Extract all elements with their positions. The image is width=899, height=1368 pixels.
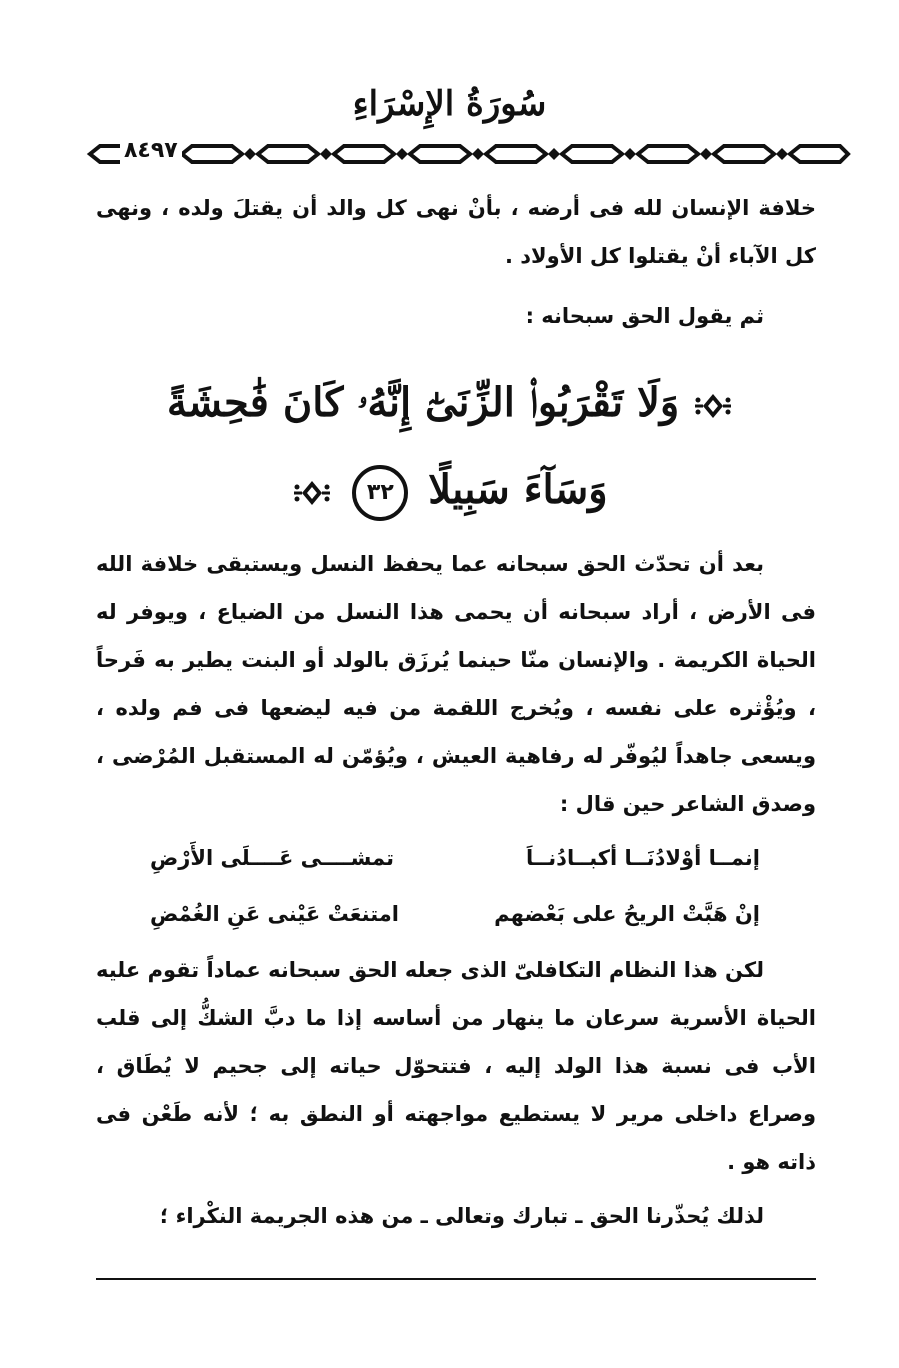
poem-row-2-second-hemistich: امتنعَتْ عَيْنى عَنِ الغُمْضِ: [150, 902, 400, 926]
poem-row-2: [150, 886, 760, 942]
verse-end-ornament-icon: [292, 478, 332, 508]
surah-title: سُورَةُ الإِسْرَاءِ: [352, 84, 547, 124]
poem-row-1-second-hemistich: تمشــــى عَــــلَى الأَرْضِ: [150, 846, 394, 870]
poem-verses: [150, 830, 760, 942]
poem-row-1-first-hemistich: إنمــا أوْلادُنَــا أكبــادُنــاَ: [526, 846, 760, 870]
ayah-number-medallion: ٣٢: [352, 465, 408, 521]
quran-verse-line-1: [150, 368, 750, 438]
footer-divider: [96, 1278, 816, 1280]
verse-start-ornament-icon: [693, 391, 733, 421]
paragraph-1: خلافة الإنسان لله فى أرضه ، بأنْ نهى كل والد أن يقتلَ ولده ، ونهى كل الآباء أنْ يقتلوا كل الأولاد .: [96, 196, 816, 268]
paragraph-3: بعد أن تحدّث الحق سبحانه عما يحفظ النسل ويستبقى خلافة الله فى الأرض ، أراد سبحانه أن يحمى هذا النسل من الضياع ، ويوفر له الحياة الكريمة . والإنسان منّا حينما يُرزَق بالولد أو البنت يطير به فَرحاً ، ويُؤْثره على نفسه ، ويُخرج اللقمة من فيه ليضعها فى فم ولده ، ويسعى جاهداً ليُوفّر له رفاهية العيش ، ويُؤمّن له المستقبل المُرْضى ، وصدق الشاعر حين قال :: [96, 552, 816, 816]
poem-row-1: [150, 830, 760, 886]
page-number: ٨٤٩٧: [120, 133, 182, 169]
paragraph-2: ثم يقول الحق سبحانه :: [525, 304, 764, 328]
poem-row-2-first-hemistich: إنْ هَبَّتْ الريحُ على بَعْضهم: [494, 902, 760, 926]
paragraph-4: لكن هذا النظام التكافلىّ الذى جعله الحق سبحانه عماداً تقوم عليه الحياة الأسرية سرعان ما ينهار من أساسه إذا ما دبَّ الشكُّ إلى قلب الأب فى نسبة هذا الولد إليه ، فتتحوّل حياته إلى جحيم لا يُطَاق ، وصراع داخلى مرير لا يستطيع مواجهته أو النطق به ؛ لأنه طَعْن فى ذاته هو .: [96, 958, 816, 1174]
verse-text-line-1: وَلَا تَقْرَبُوا۟ الزِّنَىٰٓ إِنَّهُۥ كَانَ فَٰحِشَةً: [166, 379, 680, 426]
paragraph-5: لذلك يُحذّرنا الحق ـ تبارك وتعالى ـ من هذه الجريمة النكْراء ؛: [159, 1204, 764, 1228]
verse-text-line-2: وَسَآءَ سَبِيلًا: [428, 466, 608, 513]
quran-verse-line-2: [150, 450, 750, 530]
ornamental-border: [86, 138, 852, 170]
